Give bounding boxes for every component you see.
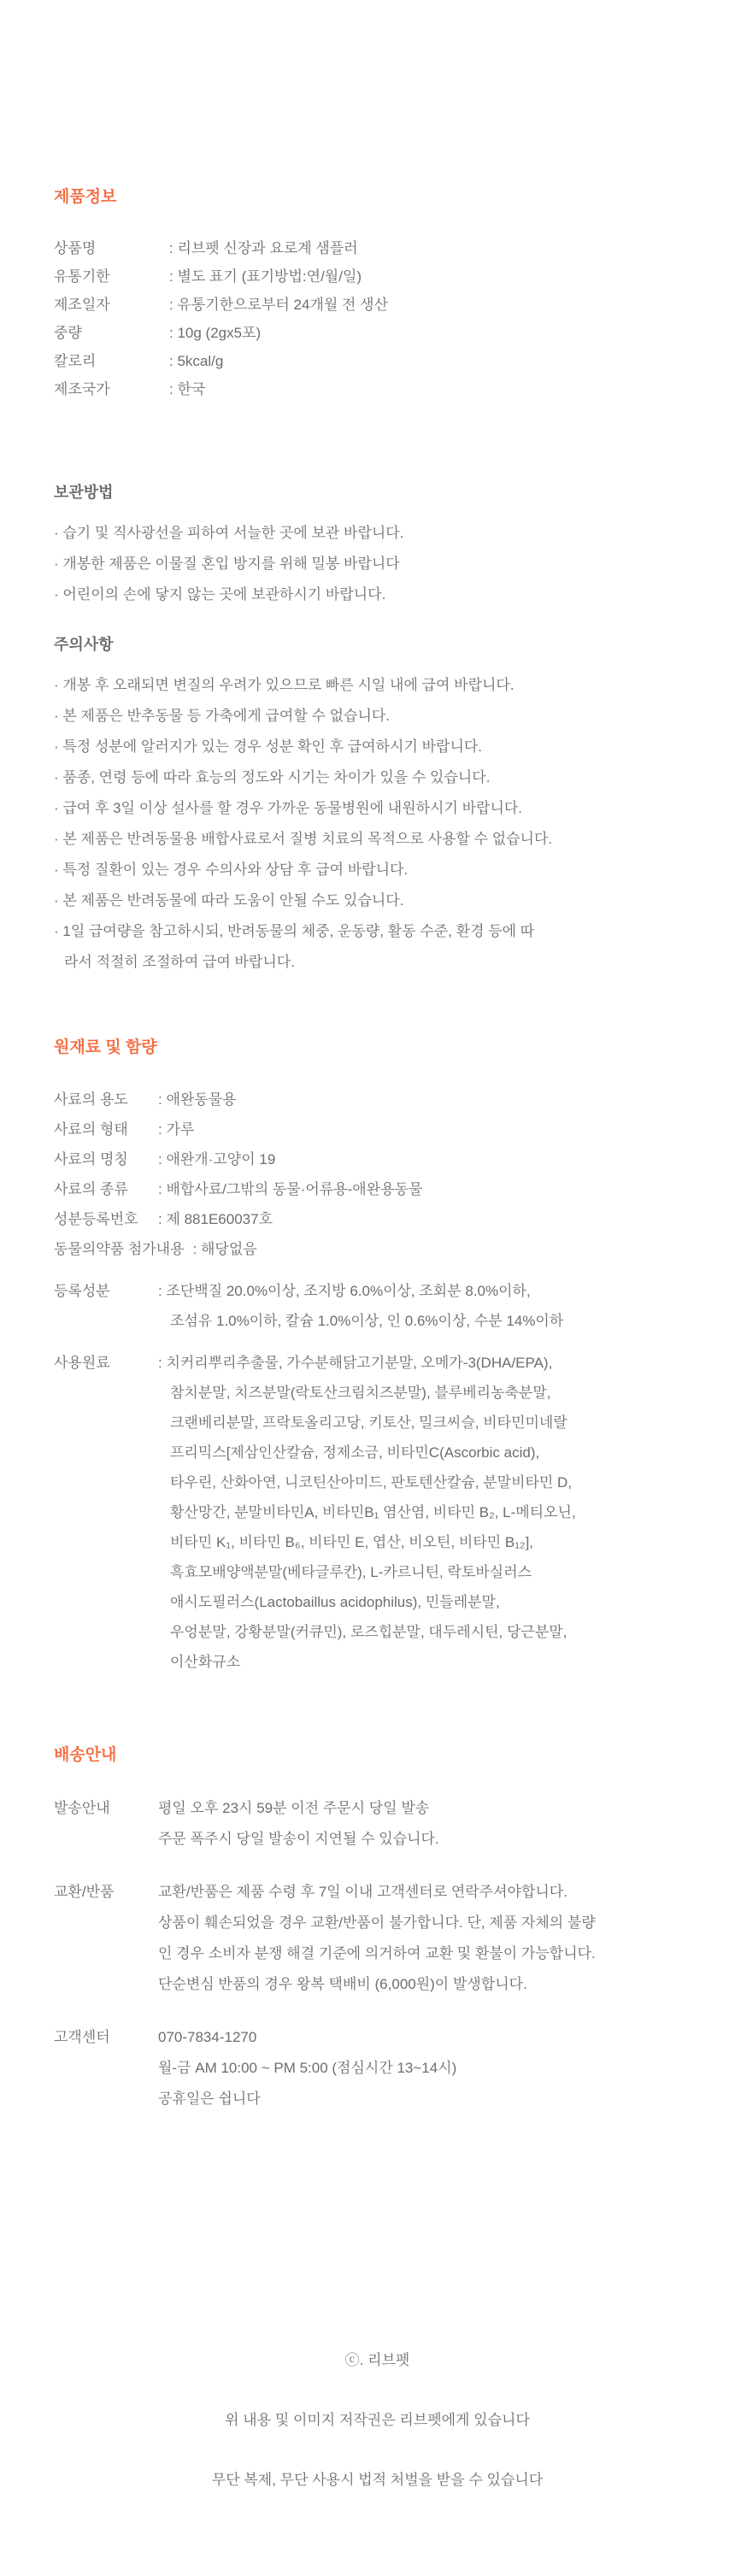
copyright-footer (54, 2315, 701, 2525)
row-value: : 제 881E60037호 (158, 1210, 273, 1227)
storage-item: · 습기 및 직사광선을 피하여 서늘한 곳에 보관 바랍니다. (54, 524, 404, 541)
row-value: 평일 오후 23시 59분 이전 주문시 당일 발송 주문 폭주시 당일 발송이 지연될 수 있습니다. (158, 1799, 439, 1847)
storage-list (54, 518, 701, 610)
row-value: : 유통기한으로부터 24개월 전 생산 (169, 296, 389, 313)
row-label: 중량 (54, 324, 82, 341)
row-label: 칼로리 (54, 352, 97, 369)
caution-item: · 특정 질환이 있는 경우 수의사와 상담 후 급여 바랍니다. (54, 861, 409, 878)
caution-item: · 개봉 후 오래되면 변질의 우려가 있으므로 빠른 시일 내에 급여 바랍니다. (54, 676, 514, 693)
product-info-row (54, 375, 701, 403)
raw-materials-row (54, 1348, 701, 1677)
storage-item: · 개봉한 제품은 이물질 혼입 방지를 위해 밀봉 바랍니다 (54, 555, 400, 572)
dispatch-row (54, 1793, 701, 1855)
product-info-title: 제품정보 (54, 187, 117, 206)
registered-components-row (54, 1276, 701, 1336)
row-value: : 별도 표기 (표기방법:연/월/일) (169, 268, 362, 285)
row-label: 발송안내 (54, 1799, 110, 1816)
row-label: 고객센터 (54, 2028, 110, 2045)
product-info-row (54, 319, 701, 347)
caution-item: · 본 제품은 반려동물에 따라 도움이 안될 수도 있습니다. (54, 891, 404, 909)
caution-item: · 특정 성분에 알러지가 있는 경우 성분 확인 후 급여하시기 바랍니다. (54, 738, 483, 755)
row-value: : 리브펫 신장과 요로계 샘플러 (169, 239, 358, 256)
product-info-row (54, 262, 701, 291)
caution-title: 주의사항 (54, 635, 114, 653)
copyright-notice-2: 무단 복제, 무단 사용시 법적 처벌을 받을 수 있습니다 (211, 2471, 544, 2488)
row-label: 유통기한 (54, 268, 110, 285)
ingredient-row (54, 1115, 701, 1144)
row-label: 성분등록번호 (54, 1210, 138, 1227)
ingredients-rows (54, 1085, 701, 1264)
storage-title: 보관방법 (54, 483, 114, 501)
ingredients-title: 원재료 및 함량 (54, 1038, 157, 1056)
product-info-row (54, 234, 701, 262)
caution-section (54, 634, 701, 978)
row-value: : 배합사료/그밖의 동물·어류용-애완용동물 (158, 1180, 423, 1197)
product-info-row (54, 291, 701, 319)
ingredient-row (54, 1144, 701, 1174)
row-label: 사료의 명칭 (54, 1150, 128, 1167)
row-value: : 애완개·고양이 19 (158, 1150, 276, 1167)
caution-item: · 1일 급여량을 참고하시되, 반려동물의 체중, 운동량, 활동 수준, 환경 등에 따 라서 적절히 조절하여 급여 바랍니다. (54, 922, 535, 970)
row-value: : 조단백질 20.0%이상, 조지방 6.0%이상, 조회분 8.0%이하, 조섬유 1.0%이하, 칼슘 1.0%이상, 인 0.6%이상, 수분 14%이하 (158, 1282, 564, 1329)
row-value: : 10g (2gx5포) (169, 324, 262, 341)
storage-item: · 어린이의 손에 닿지 않는 곳에 보관하시기 바랍니다. (54, 585, 386, 603)
shipping-section (54, 1745, 701, 2114)
row-label: 등록성분 (54, 1282, 110, 1299)
caution-item: · 본 제품은 반추동물 등 가축에게 급여할 수 없습니다. (54, 707, 391, 724)
row-value: : 애완동물용 (158, 1091, 237, 1108)
caution-item: · 급여 후 3일 이상 설사를 할 경우 가까운 동물병원에 내원하시기 바랍니다. (54, 799, 523, 816)
product-info-rows (54, 234, 701, 403)
shipping-title: 배송안내 (54, 1745, 117, 1764)
row-label: 교환/반품 (54, 1883, 115, 1900)
product-info-row (54, 347, 701, 375)
customer-center-row (54, 2022, 701, 2114)
ingredient-row (54, 1174, 701, 1204)
row-label: 제조일자 (54, 296, 110, 313)
exchange-return-row (54, 1877, 701, 2000)
caution-list (54, 670, 701, 978)
ingredient-row (54, 1085, 701, 1115)
row-label: 사용원료 (54, 1354, 110, 1371)
row-value: : 한국 (169, 380, 206, 397)
storage-section (54, 482, 701, 610)
copyright-line: ⓒ. 리브펫 (344, 2351, 410, 2368)
row-value: : 해당없음 (192, 1240, 257, 1257)
row-label: 사료의 용도 (54, 1091, 128, 1108)
row-value: : 5kcal/g (169, 352, 224, 369)
product-info-section (54, 187, 701, 403)
caution-item: · 본 제품은 반려동물용 배합사료로서 질병 치료의 목적으로 사용할 수 없습니다. (54, 830, 553, 847)
caution-item: · 품종, 연령 등에 따라 효능의 정도와 시기는 차이가 있을 수 있습니다. (54, 768, 491, 785)
row-label: 사료의 형태 (54, 1120, 128, 1138)
row-value: 070-7834-1270 월-금 AM 10:00 ~ PM 5:00 (점심시간 13~14시) 공휴일은 쉽니다 (158, 2028, 457, 2107)
row-label: 동물의약품 첨가내용 (54, 1240, 185, 1257)
row-value: : 가루 (158, 1120, 195, 1138)
ingredients-section (54, 1038, 701, 1677)
row-value: : 치커리뿌리추출물, 가수분해닭고기분말, 오메가-3(DHA/EPA), 참치분말, 치즈분말(락토산크림치즈분말), 블루베리농축분말, 크랜베리분말, 프락토올리고당, 키토산, 밀크씨슬, 비타민미네랄 프리믹스[제삼인산칼슘, 정제소금, 비타민C(Ascorbic acid), 타우린, 산화아연, 니코틴산아미드, 판토텐산칼슘, 분말비타민 D, 황산망간, 분말비타민A, 비타민B₁ 염산염, 비타민 B₂, L-메티오닌, 비타민 K₁, 비타민 B₆, 비타민 E, 엽산, 비오틴, 비타민 B₁₂], 흑효모배양액분말(베타글루칸), L-카르니틴, 락토바실러스 애시도필러스(Lactobaillus acidophilus), 민들레분말, 우엉분말, 강황분말(커큐민), 로즈힙분말, 대두레시틴, 당근분말, 이산화규소 (158, 1354, 576, 1670)
copyright-notice-1: 위 내용 및 이미지 저작권은 리브펫에게 있습니다 (225, 2411, 530, 2428)
row-label: 제조국가 (54, 380, 110, 397)
row-label: 사료의 종류 (54, 1180, 128, 1197)
ingredient-row (54, 1204, 701, 1234)
row-label: 상품명 (54, 239, 97, 256)
ingredient-row (54, 1234, 701, 1264)
row-value: 교환/반품은 제품 수령 후 7일 이내 고객센터로 연락주셔야합니다. 상품이 훼손되었을 경우 교환/반품이 불가합니다. 단, 제품 자체의 불량 인 경우 소비자 분쟁 해결 기준에 의거하여 교환 및 환불이 가능합니다. 단순변심 반품의 경우 왕복 택배비 (6,000원)이 발생합니다. (158, 1883, 596, 1992)
